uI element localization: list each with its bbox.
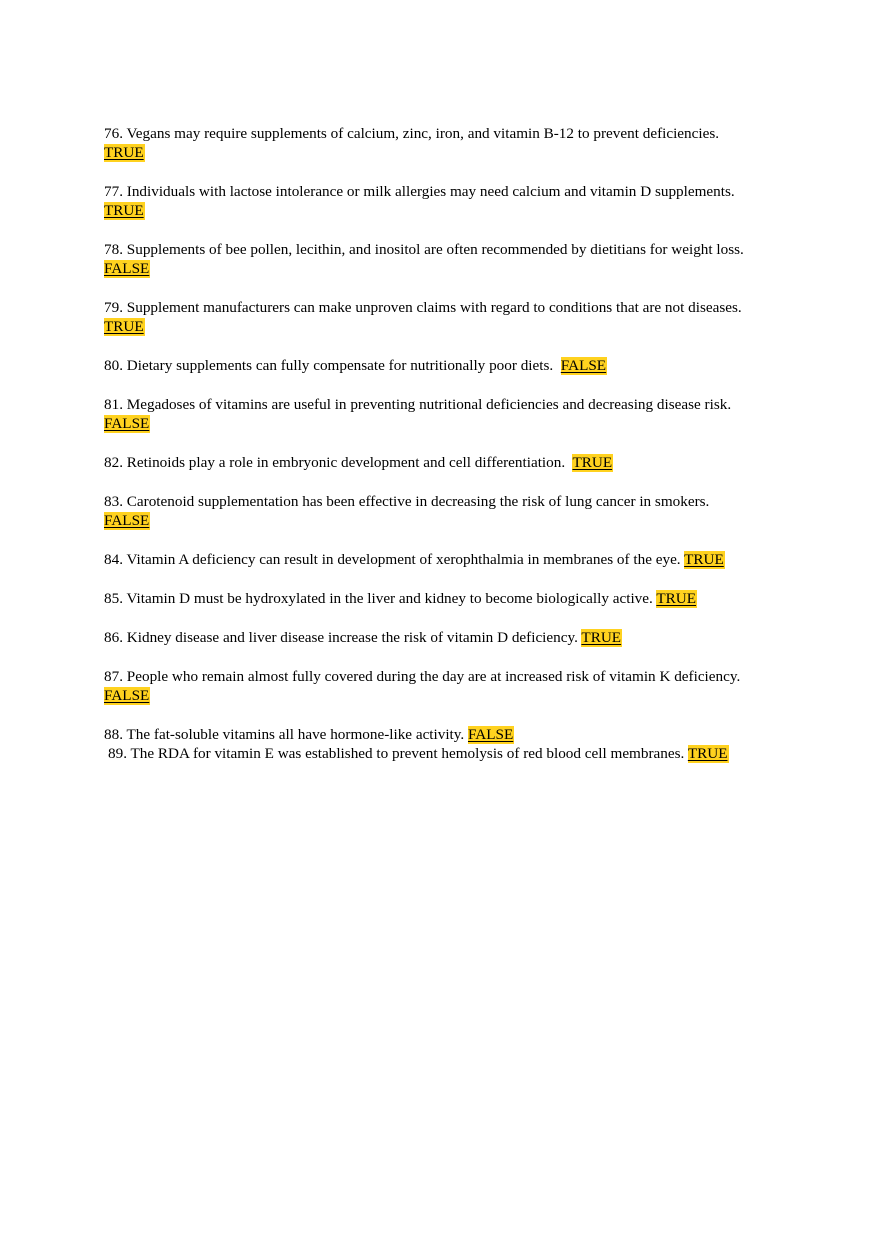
- answer-highlight: TRUE: [104, 202, 144, 219]
- question-87: [104, 667, 784, 705]
- question-85: [104, 589, 784, 608]
- question-text: 81. Megadoses of vitamins are useful in preventing nutritional deficiencies and decreasing disease risk.: [104, 396, 732, 413]
- question-text: 84. Vitamin A deficiency can result in development of xerophthalmia in membranes of the eye.: [104, 551, 681, 568]
- question-86: [104, 628, 784, 647]
- question-text: 78. Supplements of bee pollen, lecithin, and inositol are often recommended by dietitians for weight loss.: [104, 241, 744, 258]
- question-81: [104, 395, 784, 433]
- answer-highlight: FALSE: [104, 512, 150, 529]
- answer-highlight: TRUE: [572, 454, 613, 471]
- question-76: [104, 124, 784, 162]
- question-82: [104, 453, 784, 472]
- question-text: 85. Vitamin D must be hydroxylated in the liver and kidney to become biologically active.: [104, 590, 653, 607]
- answer-highlight: TRUE: [687, 745, 728, 762]
- question-text: 89. The RDA for vitamin E was established to prevent hemolysis of red blood cell membranes.: [108, 745, 685, 762]
- answer-highlight: FALSE: [467, 726, 514, 743]
- question-79: [104, 298, 784, 336]
- question-text: 76. Vegans may require supplements of calcium, zinc, iron, and vitamin B-12 to prevent deficiencies.: [104, 125, 720, 142]
- question-77: [104, 182, 784, 220]
- question-88: [104, 725, 784, 744]
- question-text: 79. Supplement manufacturers can make unproven claims with regard to conditions that are not diseases.: [104, 299, 742, 316]
- answer-highlight: TRUE: [684, 551, 724, 568]
- answer-highlight: TRUE: [656, 590, 696, 607]
- question-text: 80. Dietary supplements can fully compensate for nutritionally poor diets.: [104, 357, 554, 374]
- question-78: [104, 240, 784, 278]
- question-83: [104, 492, 784, 530]
- question-84: [104, 550, 784, 569]
- answer-highlight: FALSE: [104, 687, 150, 704]
- question-89: [104, 744, 784, 763]
- answer-highlight: TRUE: [104, 318, 144, 335]
- question-list: [104, 124, 784, 763]
- question-text: 83. Carotenoid supplementation has been effective in decreasing the risk of lung cancer in smokers.: [104, 493, 710, 510]
- question-80: [104, 356, 784, 375]
- question-text: 86. Kidney disease and liver disease increase the risk of vitamin D deficiency.: [104, 629, 578, 646]
- question-text: 87. People who remain almost fully covered during the day are at increased risk of vitamin K deficiency.: [104, 668, 741, 685]
- question-text: 88. The fat-soluble vitamins all have hormone-like activity.: [104, 726, 465, 743]
- answer-highlight: FALSE: [560, 357, 607, 374]
- answer-highlight: TRUE: [581, 629, 622, 646]
- answer-highlight: FALSE: [104, 415, 150, 432]
- answer-highlight: FALSE: [104, 260, 150, 277]
- question-text: 82. Retinoids play a role in embryonic development and cell differentiation.: [104, 454, 566, 471]
- question-text: 77. Individuals with lactose intolerance or milk allergies may need calcium and vitamin D supplements.: [104, 183, 735, 200]
- answer-highlight: TRUE: [104, 144, 144, 161]
